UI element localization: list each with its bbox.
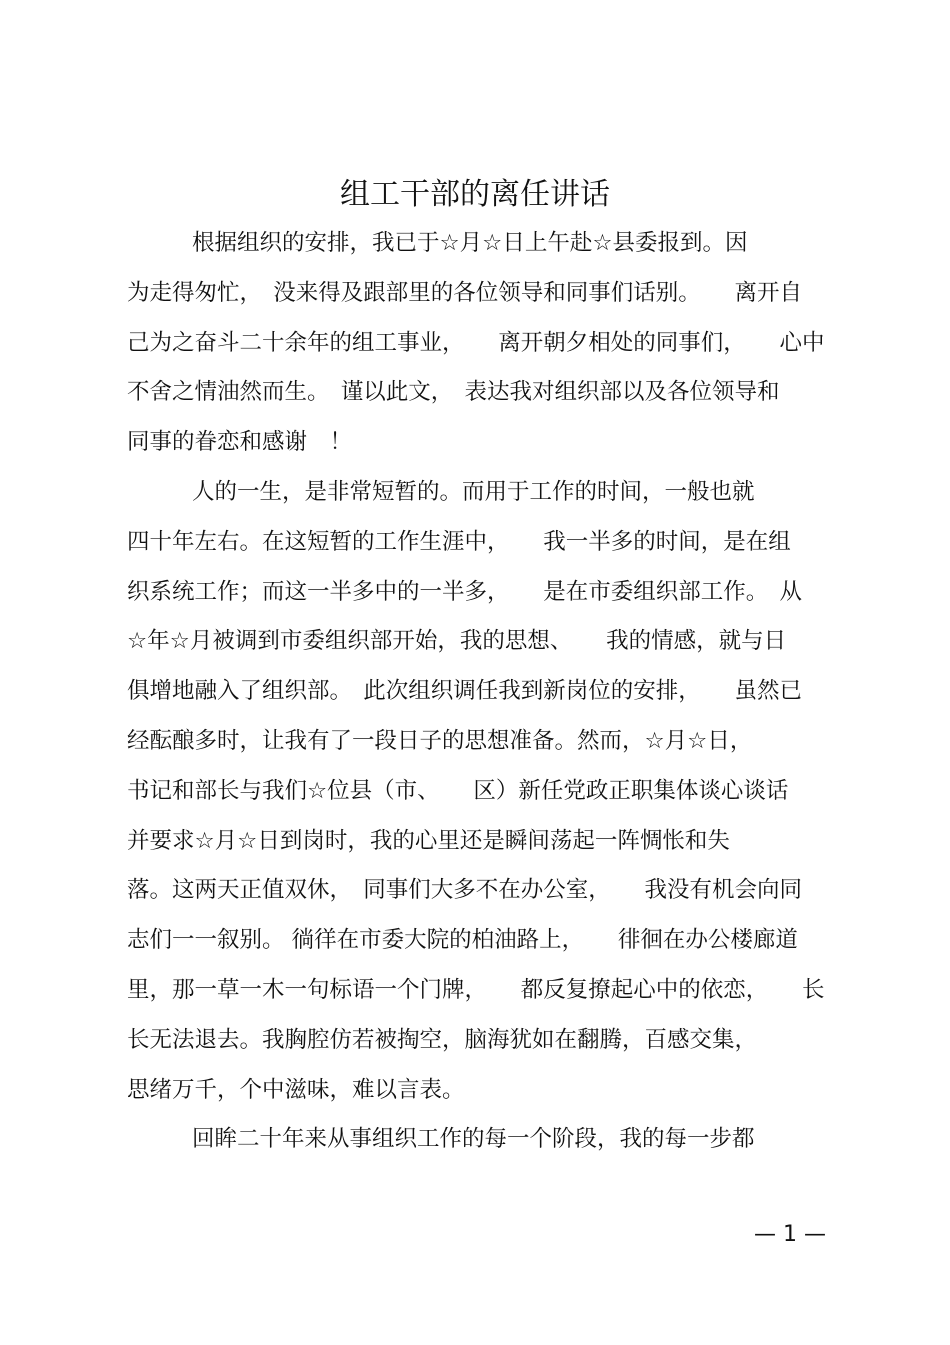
paragraph <box>127 468 832 1115</box>
text-line: 己为之奋斗二十余年的组工事业， 离开朝夕相处的同事们， 心中 <box>127 329 825 356</box>
text-line: 人的一生，是非常短暂的。而用于工作的时间，一般也就 <box>192 478 755 505</box>
text-line: 俱增地融入了组织部。 此次组织调任我到新岗位的安排， 虽然已 <box>127 678 803 705</box>
text-line: ☆年☆月被调到市委组织部开始，我的思想、 我的情感，就与日 <box>127 628 787 655</box>
text-line: 书记和部长与我们☆位县（市、 区）新任党政正职集体谈心谈话 <box>127 777 789 804</box>
paragraph <box>127 1115 832 1165</box>
text-line: 四十年左右。在这短暂的工作生涯中， 我一半多的时间，是在组 <box>127 528 791 555</box>
text-line: 落。这两天正值双休， 同事们大多不在办公室， 我没有机会向同 <box>127 877 803 904</box>
text-line: 同事的眷恋和感谢 ！ <box>127 429 353 456</box>
document-title: 组工干部的离任讲话 <box>340 177 610 212</box>
document-body <box>127 219 832 1165</box>
text-line: 经酝酿多时，让我有了一段日子的思想准备。然而，☆月☆日， <box>127 727 753 754</box>
text-line: 里，那一草一木一句标语一个门牌， 都反复撩起心中的依恋， 长 <box>127 976 825 1003</box>
text-line: 根据组织的安排，我已于☆月☆日上午赴☆县委报到。因 <box>192 230 748 256</box>
text-line: 长无法退去。我胸腔仿若被掏空，脑海犹如在翻腾，百感交集， <box>127 1026 758 1053</box>
text-line: 为走得匆忙， 没来得及跟部里的各位领导和同事们话别。 离开自 <box>127 279 803 306</box>
text-line: 思绪万千，个中滋味，难以言表。 <box>127 1076 465 1103</box>
text-line: 不舍之情油然而生。 谨以此文， 表达我对组织部以及各位领导和 <box>127 379 780 406</box>
text-line: 志们一一叙别。 徜徉在市委大院的柏油路上， 徘徊在办公楼廊道 <box>127 927 798 954</box>
page-number: — 1 — <box>754 1222 826 1247</box>
text-line: 回眸二十年来从事组织工作的每一个阶段，我的每一步都 <box>192 1126 755 1153</box>
text-line: 并要求☆月☆日到岗时，我的心里还是瞬间荡起一阵惆怅和失 <box>127 827 730 854</box>
text-line: 织系统工作；而这一半多中的一半多， 是在市委组织部工作。 从 <box>127 578 803 605</box>
paragraph <box>127 219 832 468</box>
